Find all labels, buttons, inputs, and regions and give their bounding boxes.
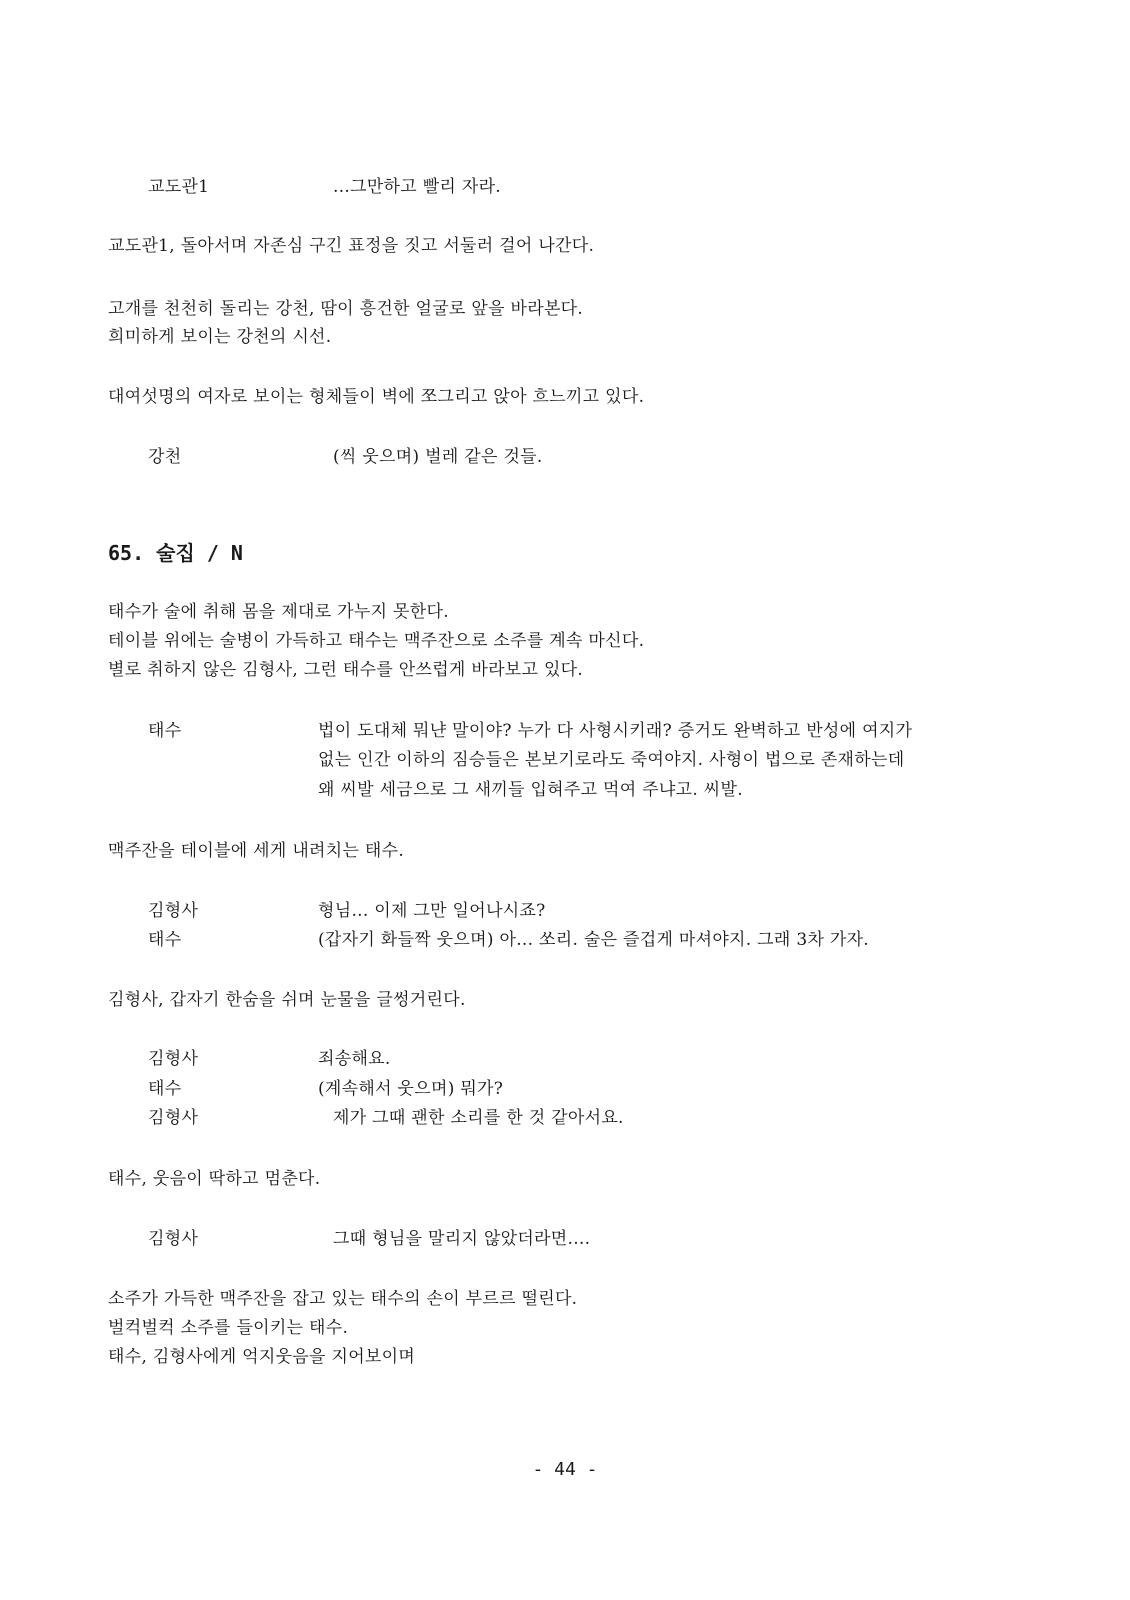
action-line: 희미하게 보이는 강천의 시선. [108, 327, 332, 347]
dialogue-line: 그때 형님을 말리지 않았더라면.... [333, 1229, 591, 1249]
action-line: 테이블 위에는 술병이 가득하고 태수는 맥주잔으로 소주를 계속 마신다. [108, 631, 645, 651]
speaker-name: 김형사 [148, 1229, 199, 1249]
dialogue-line: ...그만하고 빨리 자라. [333, 177, 501, 197]
speaker-name: 교도관1 [148, 177, 210, 197]
action-line: 태수, 김형사에게 억지웃음을 지어보이며 [108, 1347, 416, 1367]
page-number: - 44 - [532, 1459, 598, 1480]
scene-heading: 65. 술집 / N [108, 541, 243, 565]
speaker-name: 태수 [148, 930, 182, 950]
action-line: 태수가 술에 취해 몸을 제대로 가누지 못한다. [108, 602, 449, 622]
dialogue-line: (갑자기 화들짝 웃으며) 아... 쏘리. 술은 즐겁게 마셔야지. 그래 3차 가자. [318, 930, 870, 950]
action-line: 고개를 천천히 돌리는 강천, 땀이 흥건한 얼굴로 앞을 바라본다. [108, 299, 584, 319]
dialogue-line: 제가 그때 괜한 소리를 한 것 같아서요. [333, 1108, 624, 1128]
action-line: 소주가 가득한 맥주잔을 잡고 있는 태수의 손이 부르르 떨린다. [108, 1289, 578, 1309]
speaker-name: 태수 [148, 721, 182, 741]
action-line: 교도관1, 돌아서며 자존심 구긴 표정을 짓고 서둘러 걸어 나간다. [108, 236, 595, 256]
dialogue-line: 없는 인간 이하의 짐승들은 본보기로라도 죽여야지. 사형이 법으로 존재하는데 [318, 750, 905, 770]
speaker-name: 김형사 [148, 901, 199, 921]
dialogue-line: 형님... 이제 그만 일어나시죠? [318, 901, 546, 921]
dialogue-line: (씩 웃으며) 벌레 같은 것들. [333, 447, 543, 467]
action-line: 태수, 웃음이 딱하고 멈춘다. [108, 1169, 321, 1189]
speaker-name: 김형사 [148, 1049, 199, 1069]
action-line: 대여섯명의 여자로 보이는 형체들이 벽에 쪼그리고 앉아 흐느끼고 있다. [108, 387, 645, 407]
action-line: 김형사, 갑자기 한숨을 쉬며 눈물을 글썽거린다. [108, 990, 466, 1010]
action-line: 맥주잔을 테이블에 세게 내려치는 태수. [108, 841, 405, 861]
dialogue-line: 왜 씨발 세금으로 그 새끼들 입혀주고 먹여 주냐고. 씨발. [318, 780, 743, 800]
speaker-name: 태수 [148, 1079, 182, 1099]
speaker-name: 강천 [148, 447, 182, 467]
speaker-name: 김형사 [148, 1108, 199, 1128]
dialogue-line: 죄송해요. [318, 1049, 391, 1069]
action-line: 별로 취하지 않은 김형사, 그런 태수를 안쓰럽게 바라보고 있다. [108, 660, 584, 680]
dialogue-line: 법이 도대체 뭐냔 말이야? 누가 다 사형시키래? 증거도 완벽하고 반성에 여지가 [318, 721, 913, 741]
action-line: 벌컥벌컥 소주를 들이키는 태수. [108, 1318, 349, 1338]
dialogue-line: (계속해서 웃으며) 뭐가? [318, 1079, 504, 1099]
